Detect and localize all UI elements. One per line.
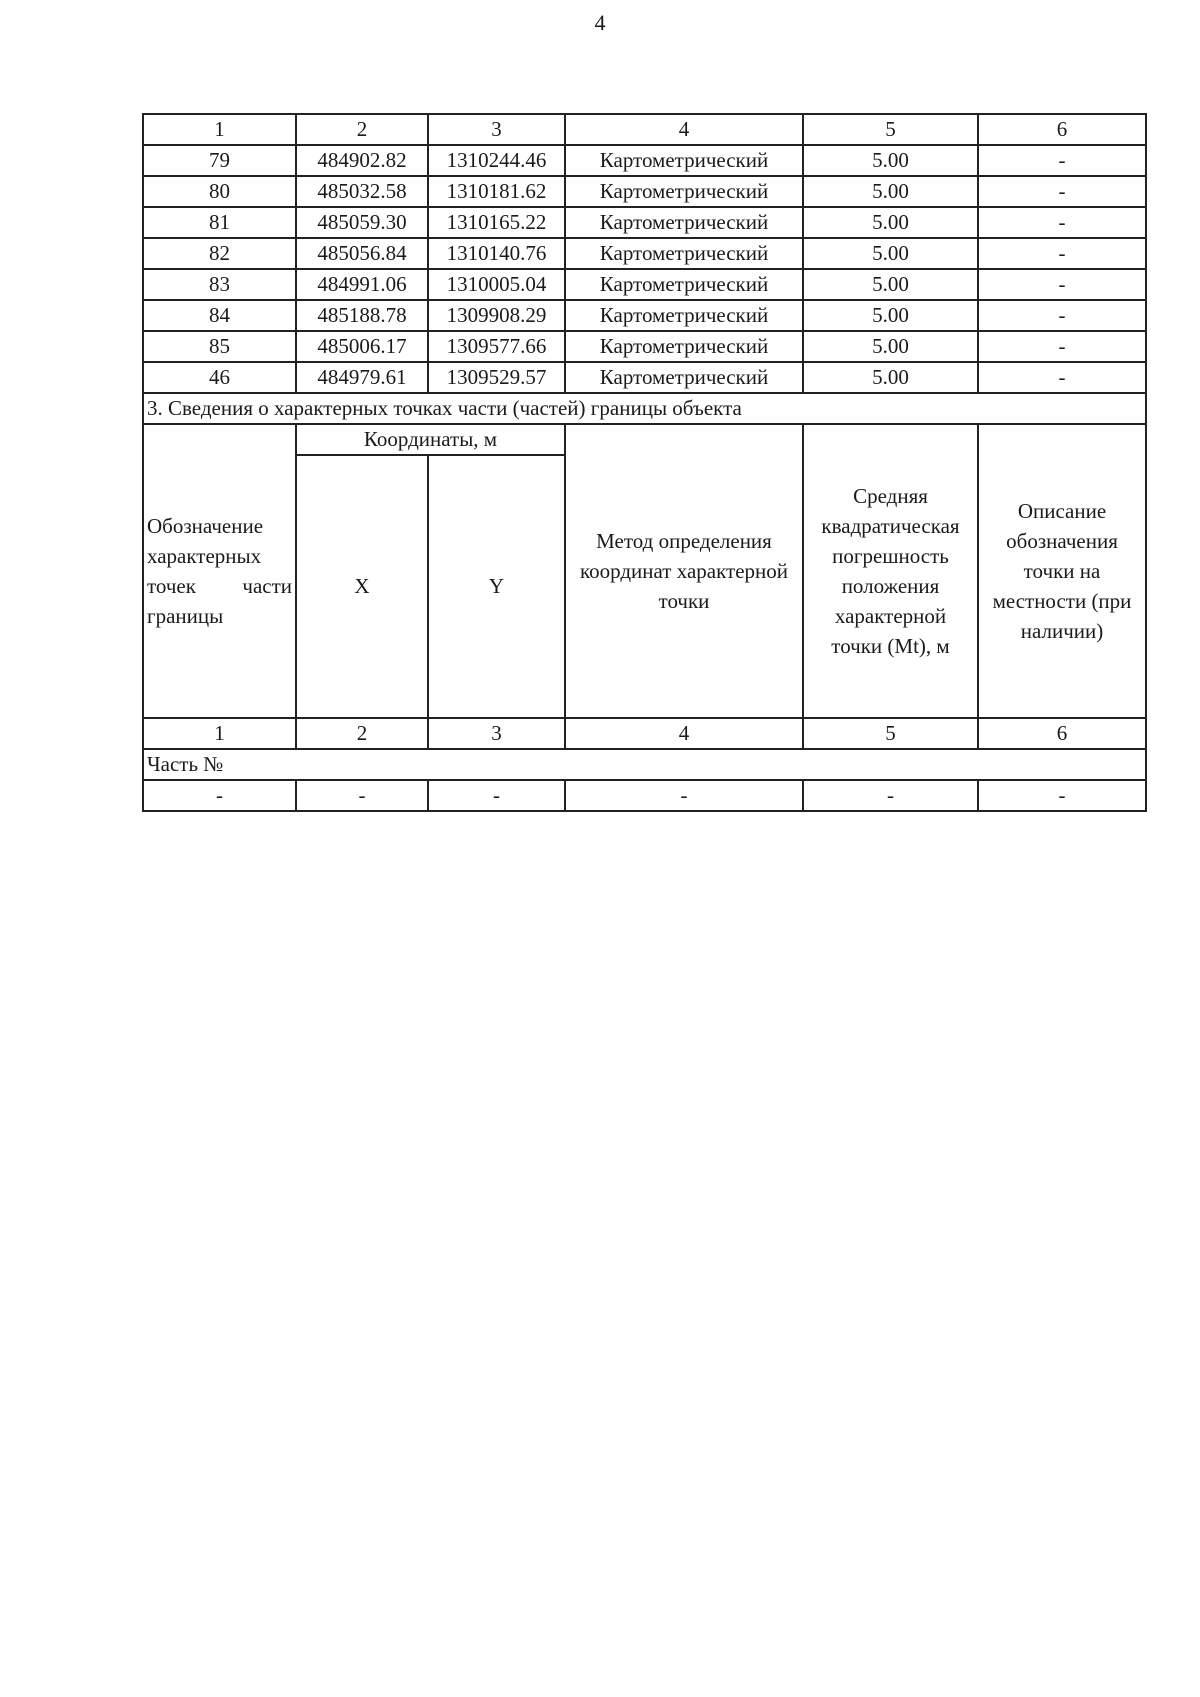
coord-y: 1309908.29	[428, 300, 565, 331]
column-number: 3	[428, 114, 565, 145]
description: -	[978, 207, 1146, 238]
error-header: Средняя квадратическая погрешность положения характерной точки (Mt), м	[803, 424, 978, 718]
table-row	[143, 780, 1146, 811]
method: Картометрический	[565, 362, 803, 393]
empty-cell: -	[143, 780, 296, 811]
coord-y: 1310005.04	[428, 269, 565, 300]
coord-x: 485006.17	[296, 331, 428, 362]
column-number: 1	[143, 114, 296, 145]
page-number: 4	[594, 10, 606, 35]
mean-error: 5.00	[803, 176, 978, 207]
table-row	[143, 300, 1146, 331]
y-header: Y	[428, 455, 565, 718]
column-number: 6	[978, 718, 1146, 749]
coordinates-header: Координаты, м	[296, 424, 565, 455]
mean-error: 5.00	[803, 331, 978, 362]
empty-cell: -	[803, 780, 978, 811]
coord-x: 484991.06	[296, 269, 428, 300]
method: Картометрический	[565, 207, 803, 238]
method-header: Метод определения координат характерной точки	[565, 424, 803, 718]
column-number: 1	[143, 718, 296, 749]
table-row	[143, 269, 1146, 300]
section-title-row	[143, 393, 1146, 424]
coord-x: 485056.84	[296, 238, 428, 269]
table-row	[143, 207, 1146, 238]
method: Картометрический	[565, 238, 803, 269]
coord-x: 485188.78	[296, 300, 428, 331]
mean-error: 5.00	[803, 269, 978, 300]
mean-error: 5.00	[803, 207, 978, 238]
description: -	[978, 145, 1146, 176]
description: -	[978, 300, 1146, 331]
description: -	[978, 331, 1146, 362]
empty-cell: -	[428, 780, 565, 811]
column-number: 3	[428, 718, 565, 749]
mean-error: 5.00	[803, 145, 978, 176]
column-number: 4	[565, 718, 803, 749]
table-row	[143, 238, 1146, 269]
table-row	[143, 145, 1146, 176]
coord-y: 1310165.22	[428, 207, 565, 238]
point-number: 82	[143, 238, 296, 269]
section-title: 3. Сведения о характерных точках части (частей) границы объекта	[143, 393, 1146, 424]
part-label: Часть №	[143, 749, 1146, 780]
column-number: 5	[803, 718, 978, 749]
coord-x: 484979.61	[296, 362, 428, 393]
coord-y: 1310181.62	[428, 176, 565, 207]
point-number: 83	[143, 269, 296, 300]
header-row-top	[143, 424, 1146, 455]
coord-x: 485059.30	[296, 207, 428, 238]
designation-header-line: точек части	[147, 574, 292, 598]
designation-header-line: границы	[147, 604, 224, 628]
point-number: 46	[143, 362, 296, 393]
description: -	[978, 176, 1146, 207]
coord-y: 1309577.66	[428, 331, 565, 362]
point-number: 85	[143, 331, 296, 362]
method: Картометрический	[565, 176, 803, 207]
method: Картометрический	[565, 331, 803, 362]
description: -	[978, 269, 1146, 300]
description: -	[978, 238, 1146, 269]
coord-x: 484902.82	[296, 145, 428, 176]
column-number: 4	[565, 114, 803, 145]
column-number: 5	[803, 114, 978, 145]
coord-y: 1310140.76	[428, 238, 565, 269]
table-row	[143, 331, 1146, 362]
method: Картометрический	[565, 269, 803, 300]
empty-cell: -	[978, 780, 1146, 811]
designation-header	[143, 424, 296, 718]
table-row	[143, 176, 1146, 207]
x-header: X	[296, 455, 428, 718]
mean-error: 5.00	[803, 238, 978, 269]
column-number: 6	[978, 114, 1146, 145]
designation-header-line: Обозначение	[147, 514, 264, 538]
mean-error: 5.00	[803, 300, 978, 331]
mean-error: 5.00	[803, 362, 978, 393]
column-number-row	[143, 114, 1146, 145]
column-number: 2	[296, 718, 428, 749]
column-number-row	[143, 718, 1146, 749]
coord-x: 485032.58	[296, 176, 428, 207]
designation-header-line: характерных	[147, 544, 262, 568]
point-number: 81	[143, 207, 296, 238]
method: Картометрический	[565, 145, 803, 176]
point-number: 80	[143, 176, 296, 207]
coord-y: 1309529.57	[428, 362, 565, 393]
empty-cell: -	[565, 780, 803, 811]
part-label-row	[143, 749, 1146, 780]
method: Картометрический	[565, 300, 803, 331]
coord-y: 1310244.46	[428, 145, 565, 176]
point-number: 79	[143, 145, 296, 176]
boundary-points-table	[142, 113, 1147, 812]
point-number: 84	[143, 300, 296, 331]
empty-cell: -	[296, 780, 428, 811]
table-row	[143, 362, 1146, 393]
description: -	[978, 362, 1146, 393]
column-number: 2	[296, 114, 428, 145]
description-header: Описание обозначения точки на местности (при наличии)	[978, 424, 1146, 718]
